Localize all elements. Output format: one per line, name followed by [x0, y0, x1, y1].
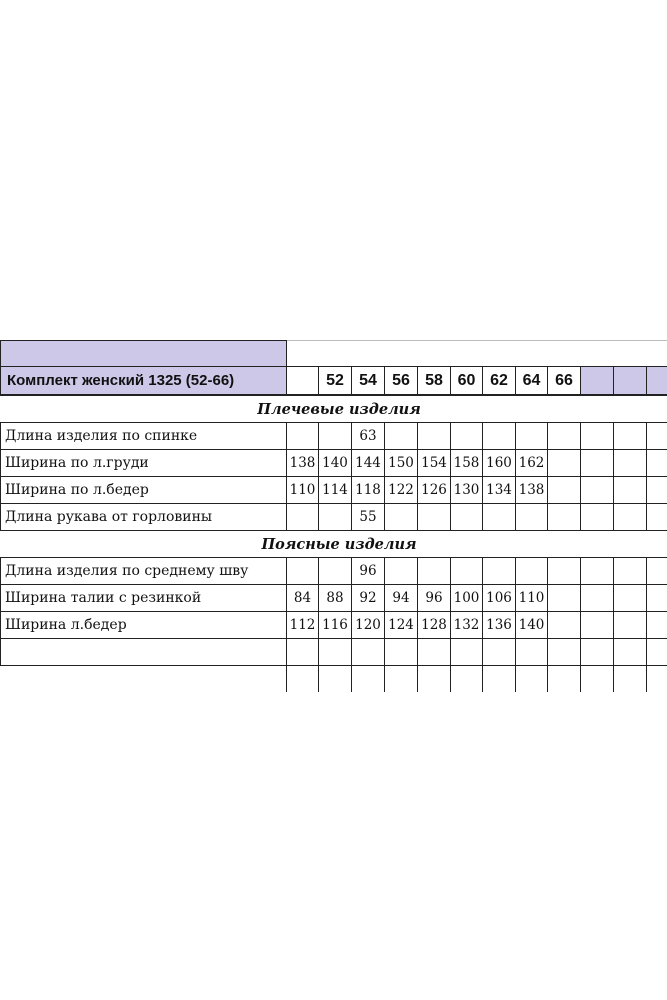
value-cell: 138	[287, 450, 319, 477]
size-table	[0, 340, 667, 692]
value-cell	[418, 423, 451, 450]
value-cell: 126	[418, 477, 451, 504]
value-cell: 144	[352, 450, 385, 477]
value-cell	[451, 558, 483, 585]
value-cell	[451, 423, 483, 450]
value-cell	[319, 504, 352, 531]
size-chart	[0, 340, 667, 692]
value-cell	[483, 558, 516, 585]
value-cell	[516, 504, 548, 531]
row-label: Длина изделия по среднему шву	[1, 558, 287, 585]
row-label: Ширина по л.бедер	[1, 477, 287, 504]
value-cell: 92	[352, 585, 385, 612]
value-cell: 114	[319, 477, 352, 504]
value-cell: 130	[451, 477, 483, 504]
size-header: 54	[352, 367, 385, 396]
size-header: 52	[319, 367, 352, 396]
section-row	[1, 395, 667, 423]
value-cell: 140	[319, 450, 352, 477]
row-label: Ширина по л.груди	[1, 450, 287, 477]
table-row	[1, 423, 667, 450]
value-cell: 124	[385, 612, 418, 639]
value-cell: 96	[418, 585, 451, 612]
value-cell	[319, 423, 352, 450]
value-cell: 160	[483, 450, 516, 477]
empty-row	[1, 639, 667, 666]
header-row-top	[1, 341, 667, 367]
value-cell	[385, 558, 418, 585]
size-header: 62	[483, 367, 516, 396]
value-cell	[319, 558, 352, 585]
size-spacer	[287, 367, 319, 396]
section-title: Поясные изделия	[1, 531, 667, 558]
header-fill-right	[614, 367, 647, 396]
value-cell	[385, 423, 418, 450]
size-header: 64	[516, 367, 548, 396]
value-cell: 154	[418, 450, 451, 477]
value-cell	[516, 558, 548, 585]
value-cell: 122	[385, 477, 418, 504]
section-row	[1, 531, 667, 558]
table-row	[1, 612, 667, 639]
value-cell: 110	[287, 477, 319, 504]
value-cell	[451, 504, 483, 531]
value-cell	[418, 558, 451, 585]
value-cell: 116	[319, 612, 352, 639]
value-cell: 132	[451, 612, 483, 639]
value-cell: 150	[385, 450, 418, 477]
value-cell: 100	[451, 585, 483, 612]
row-label: Ширина л.бедер	[1, 612, 287, 639]
value-cell	[548, 423, 581, 450]
value-cell	[483, 504, 516, 531]
value-cell	[418, 504, 451, 531]
value-cell	[548, 558, 581, 585]
value-cell: 110	[516, 585, 548, 612]
row-label: Длина рукава от горловины	[1, 504, 287, 531]
value-cell: 106	[483, 585, 516, 612]
header-fill-right	[647, 367, 667, 396]
value-cell: 158	[451, 450, 483, 477]
value-cell: 162	[516, 450, 548, 477]
row-label: Длина изделия по спинке	[1, 423, 287, 450]
value-cell: 140	[516, 612, 548, 639]
value-cell: 138	[516, 477, 548, 504]
value-cell	[385, 504, 418, 531]
empty-row	[1, 666, 667, 693]
table-row	[1, 504, 667, 531]
section-title: Плечевые изделия	[1, 395, 667, 423]
value-cell	[516, 423, 548, 450]
value-cell: 55	[352, 504, 385, 531]
value-cell: 63	[352, 423, 385, 450]
header-row	[1, 367, 667, 396]
value-cell: 112	[287, 612, 319, 639]
header-fill-right	[581, 367, 614, 396]
value-cell: 84	[287, 585, 319, 612]
size-header: 60	[451, 367, 483, 396]
value-cell: 134	[483, 477, 516, 504]
value-cell: 118	[352, 477, 385, 504]
table-row	[1, 477, 667, 504]
header-fill	[1, 341, 287, 367]
value-cell: 136	[483, 612, 516, 639]
row-label: Ширина талии с резинкой	[1, 585, 287, 612]
table-row	[1, 585, 667, 612]
value-cell	[548, 504, 581, 531]
table-row	[1, 450, 667, 477]
table-row	[1, 558, 667, 585]
value-cell: 88	[319, 585, 352, 612]
value-cell: 128	[418, 612, 451, 639]
value-cell: 96	[352, 558, 385, 585]
size-header: 66	[548, 367, 581, 396]
value-cell: 120	[352, 612, 385, 639]
value-cell	[483, 423, 516, 450]
product-title: Комплект женский 1325 (52-66)	[1, 367, 287, 396]
header-top-empty	[287, 341, 667, 367]
value-cell: 94	[385, 585, 418, 612]
size-header: 58	[418, 367, 451, 396]
size-header: 56	[385, 367, 418, 396]
